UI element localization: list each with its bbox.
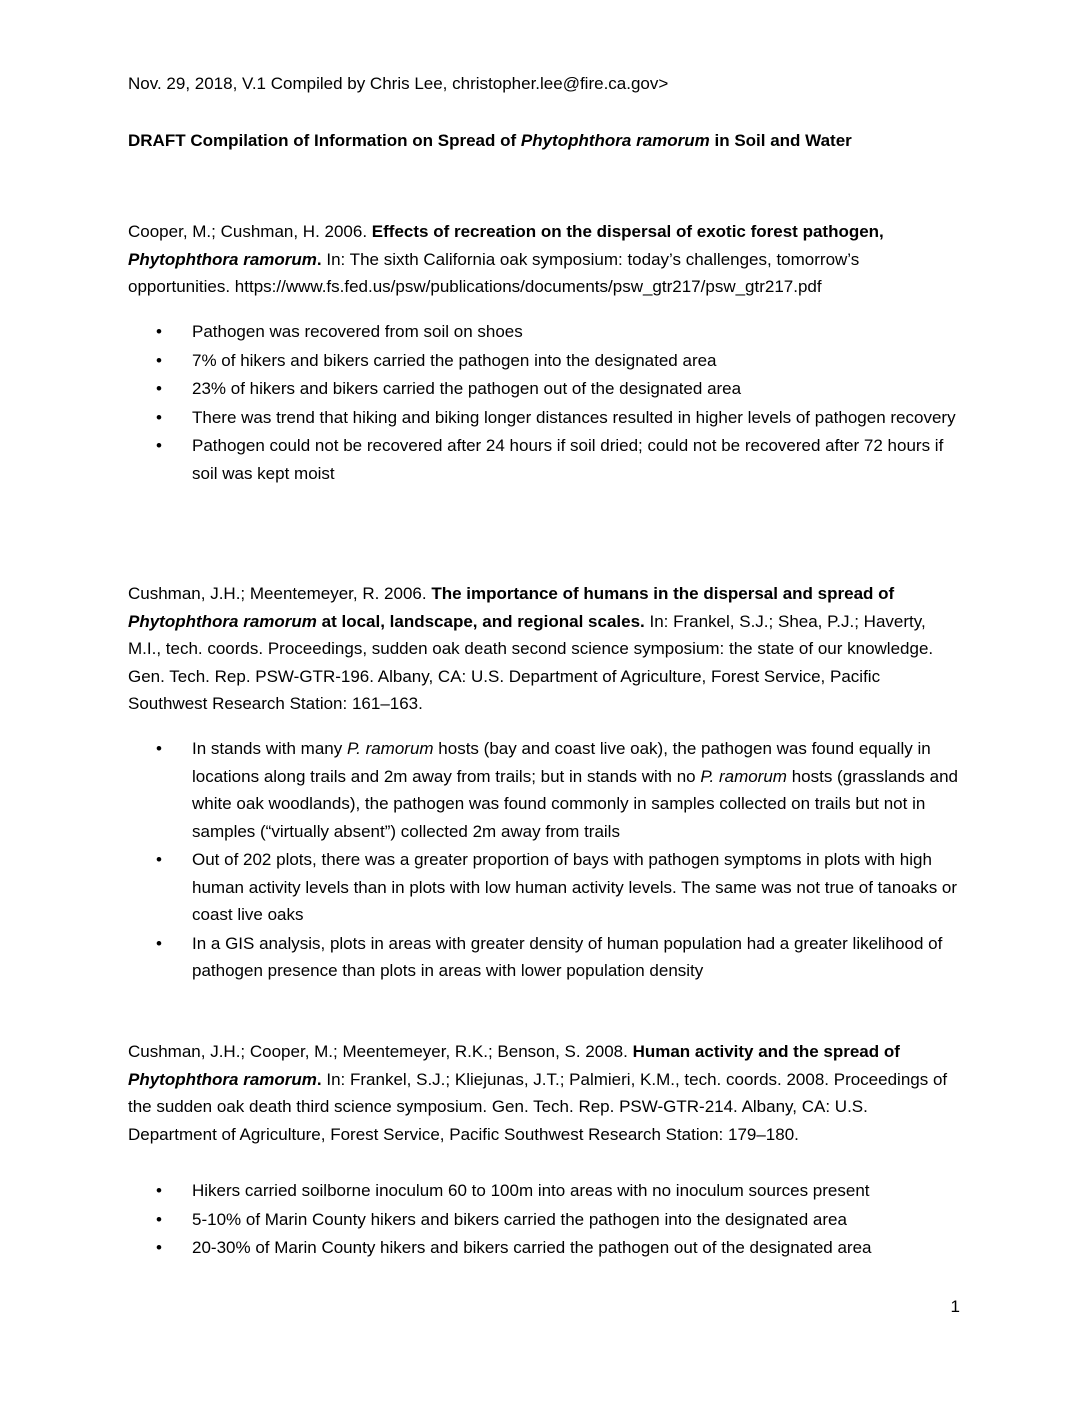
list-item: • In stands with many P. ramorum hosts (bay and coast live oak), the pathogen was found equally in locations along trails and 2m away from trails; but in stands with no P. ramorum hosts (grasslands and white oak woodlands), the pathogen was found commonly in samples collected on trails but not in samples (“virtually absent”) collected 2m away from trails [128, 735, 958, 845]
list-item: • Pathogen could not be recovered after 24 hours if soil dried; could not be recovered after 72 hours if soil was kept moist [128, 432, 958, 487]
reference-citation-1 [128, 218, 958, 301]
list-item: • 7% of hikers and bikers carried the pathogen into the designated area [128, 347, 958, 375]
findings-list-3 [128, 1177, 958, 1263]
citation-title: Effects of recreation on the dispersal of exotic forest pathogen, Phytophthora ramorum. [128, 222, 884, 269]
list-item: • Hikers carried soilborne inoculum 60 to 100m into areas with no inoculum sources present [128, 1177, 958, 1205]
list-item: • There was trend that hiking and biking longer distances resulted in higher levels of pathogen recovery [128, 404, 958, 432]
reference-citation-2 [128, 580, 958, 718]
citation-title: The importance of humans in the dispersal and spread of Phytophthora ramorum at local, landscape, and regional scales. [128, 584, 895, 631]
citation-source: In: The sixth California oak symposium: today’s challenges, tomorrow’s opportunities. https://www.fs.fed.us/psw/publications/documents/psw_gtr217/psw_gtr217.pdf [128, 249, 860, 296]
list-item: • 5-10% of Marin County hikers and bikers carried the pathogen into the designated area [128, 1206, 958, 1234]
list-item: • 20-30% of Marin County hikers and bikers carried the pathogen out of the designated area [128, 1234, 958, 1262]
title-species-name: Phytophthora ramorum [520, 131, 710, 150]
citation-source: In: Frankel, S.J.; Kliejunas, J.T.; Palmieri, K.M., tech. coords. 2008. Proceedings of the sudden oak death third science symposium. Gen. Tech. Rep. PSW-GTR-214. Albany, CA: U.S. Department of Agriculture, Forest Service, Pacific Southwest Research Station: 179–180. [128, 1069, 948, 1144]
title-text-end: in Soil and Water [709, 131, 852, 150]
citation-authors: Cushman, J.H.; Cooper, M.; Meentemeyer, R.K.; Benson, S. 2008. [128, 1042, 633, 1061]
list-item: • Out of 202 plots, there was a greater proportion of bays with pathogen symptoms in plots with high human activity levels than in plots with low human activity levels. The same was not true of tanoaks or coast live oaks [128, 846, 958, 929]
citation-authors: Cushman, J.H.; Meentemeyer, R. 2006. [128, 584, 432, 603]
list-item: • In a GIS analysis, plots in areas with greater density of human population had a greater likelihood of pathogen presence than plots in areas with lower population density [128, 930, 958, 985]
findings-list-2 [128, 735, 958, 986]
list-item: • 23% of hikers and bikers carried the pathogen out of the designated area [128, 375, 958, 403]
document-header: Nov. 29, 2018, V.1 Compiled by Chris Lee, christopher.lee@fire.ca.gov> [128, 74, 669, 93]
citation-source: In: Frankel, S.J.; Shea, P.J.; Haverty, M.I., tech. coords. Proceedings, sudden oak death second science symposium: the state of our knowledge. Gen. Tech. Rep. PSW-GTR-196. Albany, CA: U.S. Department of Agriculture, Forest Service, Pacific Southwest Research Station: 161–163. [128, 611, 934, 713]
citation-title: Human activity and the spread of Phytophthora ramorum. [128, 1042, 900, 1089]
title-text-start: DRAFT Compilation of Information on Spread of [128, 131, 521, 150]
page-number: 1 [950, 1297, 960, 1316]
document-title [128, 127, 958, 155]
reference-citation-3 [128, 1038, 958, 1148]
list-item: • Pathogen was recovered from soil on shoes [128, 318, 958, 346]
citation-authors: Cooper, M.; Cushman, H. 2006. [128, 222, 372, 241]
findings-list-1 [128, 318, 958, 488]
